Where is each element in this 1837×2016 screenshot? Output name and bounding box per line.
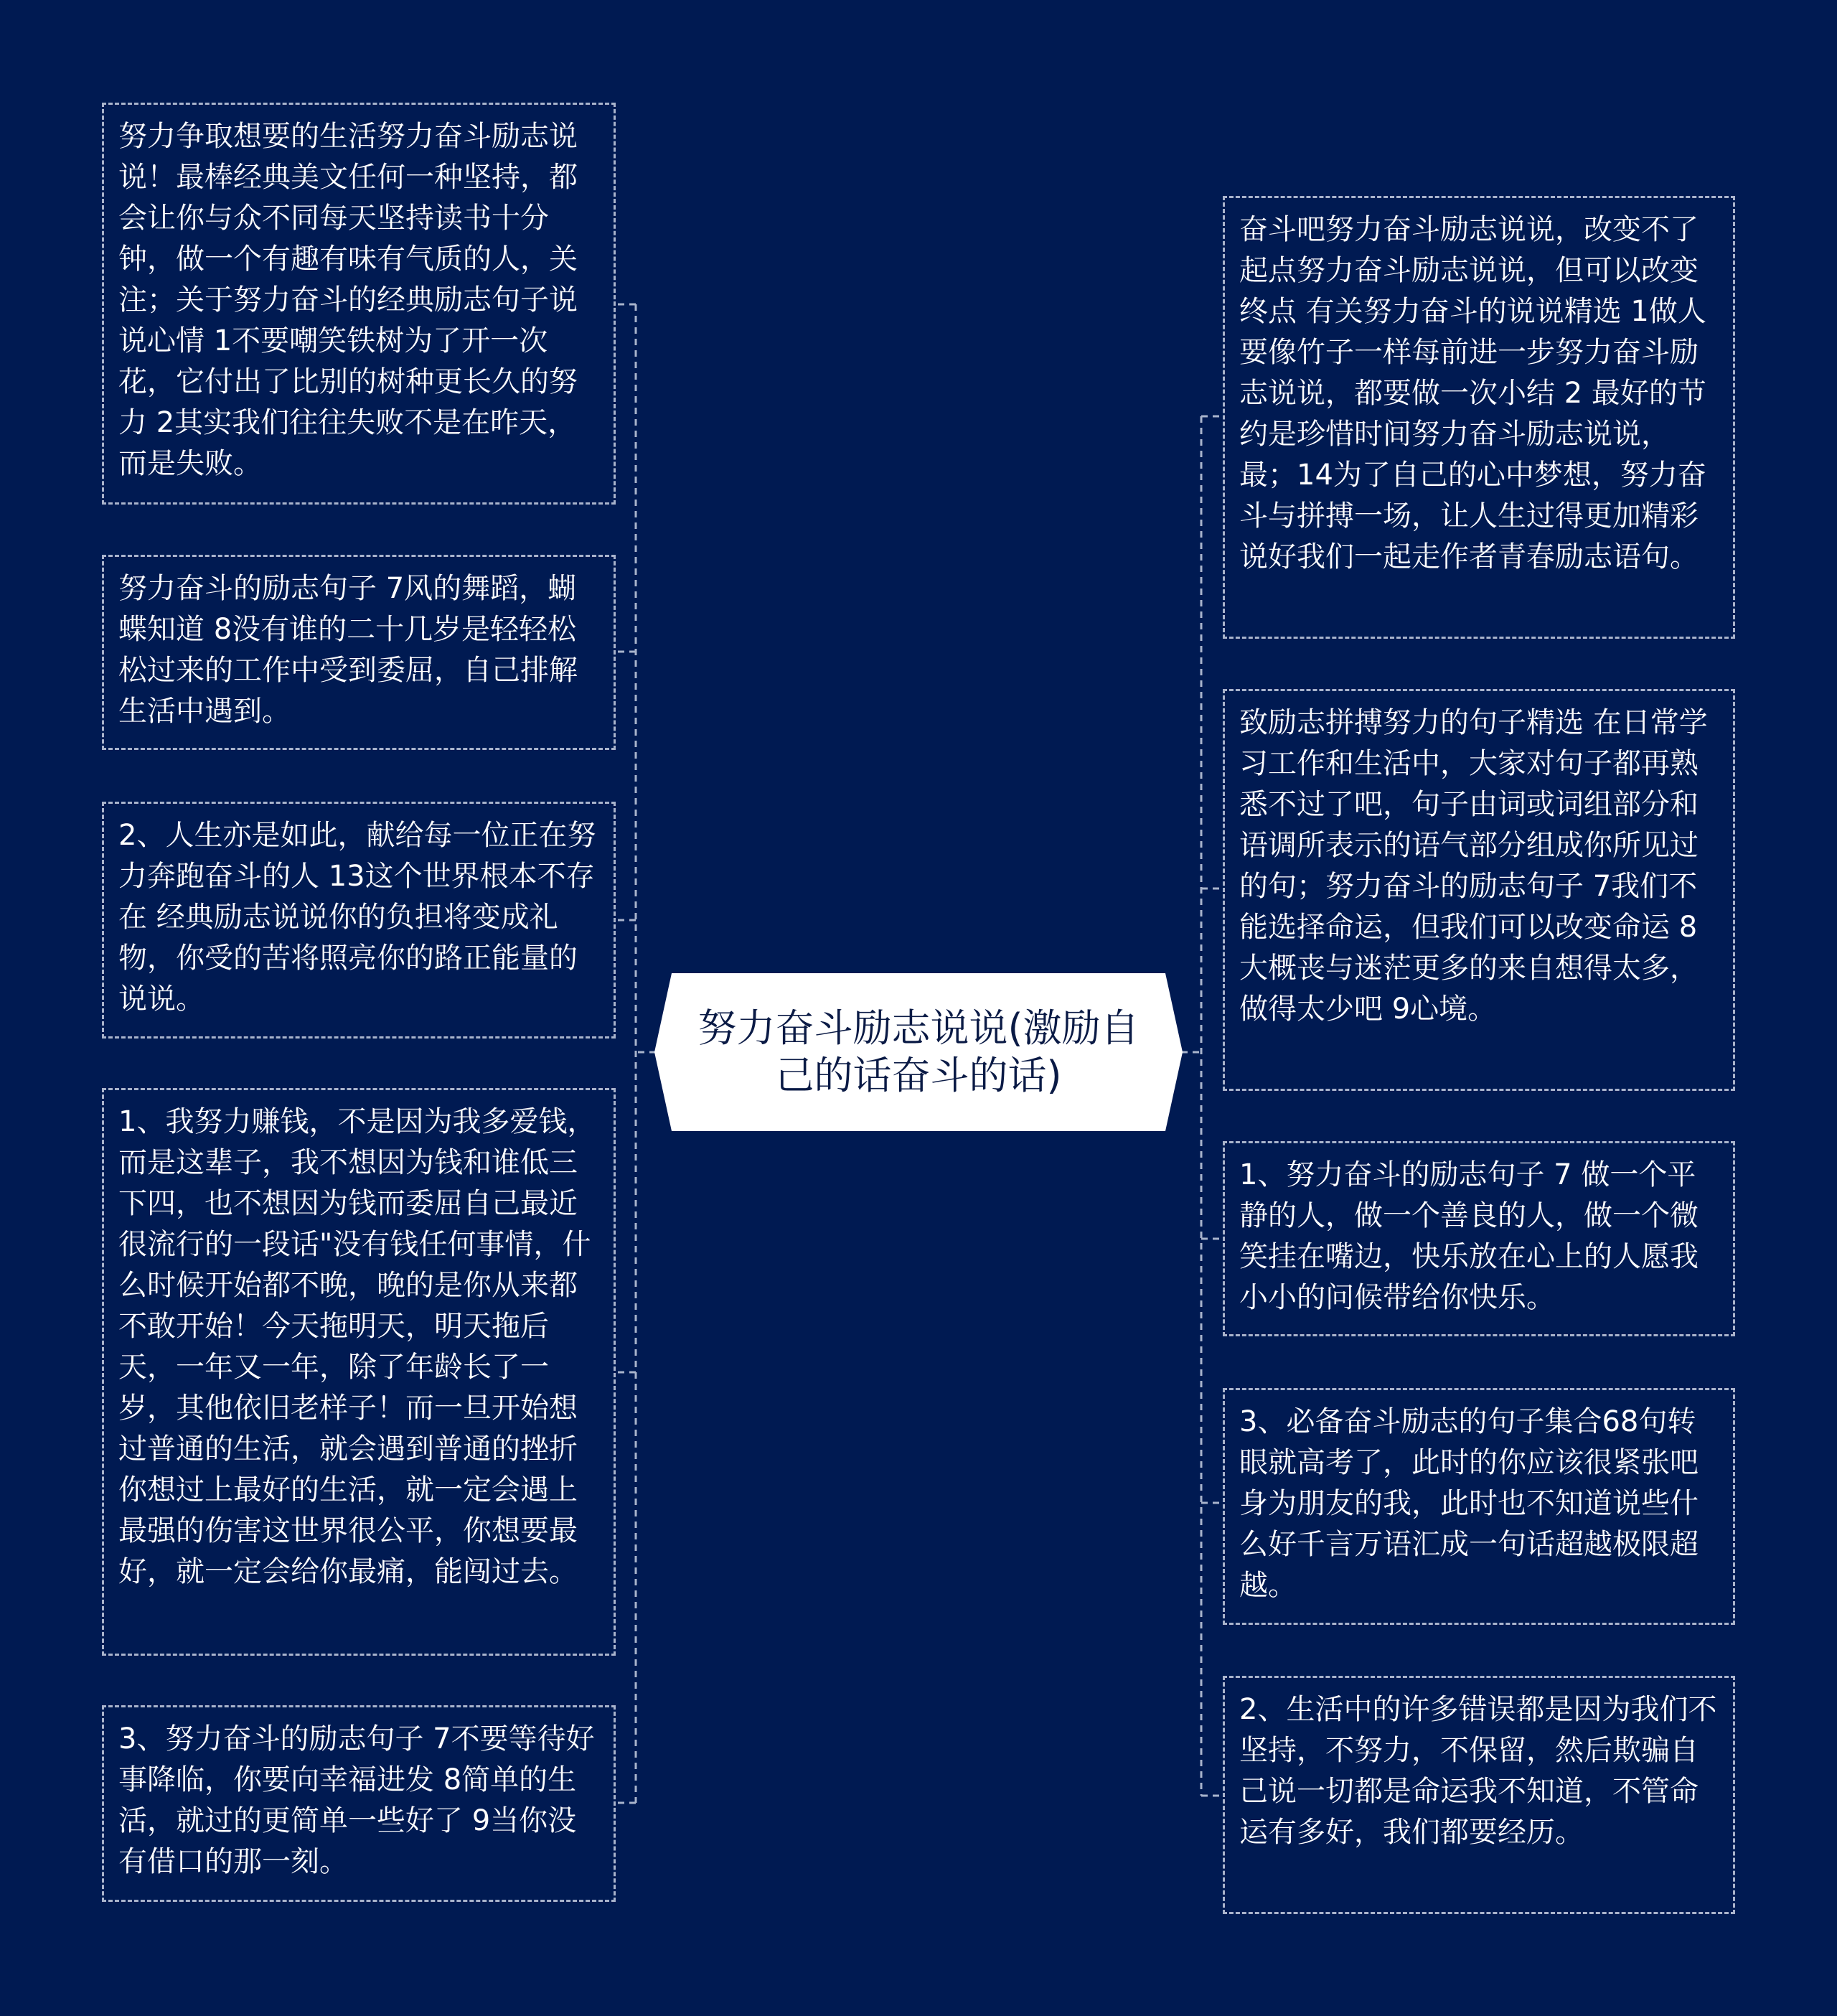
central-topic-label: 努力奋斗励志说说(激励自己的话奋斗的话) xyxy=(697,1005,1140,1098)
topic-node-right-2[interactable]: 致励志拼搏努力的句子精选 在日常学习工作和生活中，大家对句子都再熟悉不过了吧，句子由词或词组部分和语调所表示的语气部分组成你所见过的句；努力奋斗的励志句子 7我们不能选择命运，但我们可以改变命运 8大概丧与迷茫更多的来自想得太多，做得太少吧 9心境。 xyxy=(1223,689,1735,1091)
topic-node-left-4[interactable]: 1、我努力赚钱，不是因为我多爱钱，而是这辈子，我不想因为钱和谁低三下四，也不想因为钱而委屈自己最近很流行的一段话"没有钱任何事情，什么时候开始都不晚，晚的是你从来都不敢开始！今天拖明天，明天拖后天，一年又一年，除了年龄长了一岁，其他依旧老样子！而一旦开始想过普通的生活，就会遇到普通的挫折你想过上最好的生活，就一定会遇上最强的伤害这世界很公平，你想要最好，就一定会给你最痛，能闯过去。 xyxy=(102,1088,616,1656)
right-trunk-line xyxy=(1181,416,1201,1796)
topic-node-right-5[interactable]: 2、生活中的许多错误都是因为我们不坚持，不努力，不保留，然后欺骗自己说一切都是命运我不知道，不管命运有多好，我们都要经历。 xyxy=(1223,1676,1735,1914)
topic-node-left-1[interactable]: 努力争取想要的生活努力奋斗励志说说！最棒经典美文任何一种坚持，都会让你与众不同每天坚持读书十分钟，做一个有趣有味有气质的人，关注；关于努力奋斗的经典励志句子说说心情 1不要嘲笑铁树为了开一次花，它付出了比别的树种更长久的努力 2其实我们往往失败不是在昨天，而是失败。 xyxy=(102,103,616,505)
topic-node-left-5[interactable]: 3、努力奋斗的励志句子 7不要等待好事降临，你要向幸福进发 8简单的生活，就过的更简单一些好了 9当你没有借口的那一刻。 xyxy=(102,1705,616,1902)
topic-node-left-2[interactable]: 努力奋斗的励志句子 7风的舞蹈，蝴蝶知道 8没有谁的二十几岁是轻轻松松过来的工作中受到委屈，自己排解生活中遇到。 xyxy=(102,555,616,750)
topic-node-right-1[interactable]: 奋斗吧努力奋斗励志说说，改变不了起点努力奋斗励志说说，但可以改变终点 有关努力奋斗的说说精选 1做人要像竹子一样每前进一步努力奋斗励志说说，都要做一次小结 2 最好的节约是珍惜时间努力奋斗励志说说，最；14为了自己的心中梦想，努力奋斗与拼搏一场，让人生过得更加精彩说好我们一起走作者青春励志语句。 xyxy=(1223,196,1735,639)
topic-node-right-4[interactable]: 3、必备奋斗励志的句子集合68句转眼就高考了，此时的你应该很紧张吧身为朋友的我，此时也不知道说些什么好千言万语汇成一句话超越极限超越。 xyxy=(1223,1388,1735,1625)
left-trunk-line xyxy=(636,304,656,1803)
topic-node-left-3[interactable]: 2、人生亦是如此，献给每一位正在努力奔跑奋斗的人 13这个世界根本不存在 经典励志说说你的负担将变成礼物，你受的苦将照亮你的路正能量的说说。 xyxy=(102,802,616,1039)
topic-node-right-3[interactable]: 1、努力奋斗的励志句子 7 做一个平静的人，做一个善良的人，做一个微笑挂在嘴边，快乐放在心上的人愿我小小的问候带给你快乐。 xyxy=(1223,1141,1735,1336)
central-topic-node[interactable] xyxy=(654,973,1183,1131)
